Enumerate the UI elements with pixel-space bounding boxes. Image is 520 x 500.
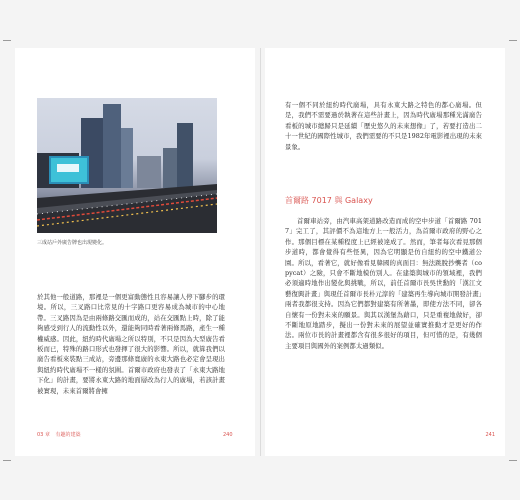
crop-mark: [3, 460, 11, 461]
chapter-title: 有趣的建築: [55, 432, 81, 438]
right-page: [265, 48, 505, 456]
right-paragraph-2: 首爾車站旁，由汽車高架道路改造而成的空中步道「首爾路 7017」完工了，其評價不為這地方上一般活力，為首爾市政府的野心之作。那個目標在某種程度上已經被達成了。然而，筆者每次看見那個步道時，都會覺得有些怪異，因為它明顯是仿自紐約的空中鐵道公園。所以，看著它，就好像看見韓國的真面目：無法跳脫抄襲者（copycat）之險，只會不斷地模仿別人。在建築與城市的領域裡，我們必須適時地作出變化與挑戰，所以，前任首爾市長吳世勳的「漢江文藝復興計畫」與現任首爾市長朴元淳的「建築再生導向城市開發計畫」兩者我都很支持。因為它們都對建築有所著墨，即使方法不同，卻各自懷有一份對未來的願景。與其以漢堡為藉口，只是重複地做好，卻不斷地原地踏步，擬出一份對未來的展望並確實推動才是更好的作法。兩位市長的計畫裡都含有很多很好的項目，但可惜的是，有幾個主要項目與國外的案例都太過類似。: [285, 217, 482, 350]
page-number-left: 240: [223, 432, 233, 438]
book-spine: [260, 48, 261, 456]
chapter-number: 03 章: [37, 432, 50, 438]
left-body-paragraph: 於其他一般道路，那裡是一個更富動態性且容易讓人停下腳步的環境。所以，三叉路口比常見的十字路口更容易成為城市的中心地帶。三叉路因為是由兩條路交匯而成的，站在交匯點上時，除了能夠感受到行人的流動性以外，還能夠同時看著兩條馬路，產生一種權威感。因此，紐約時代廣場之所以特別，不只是因為大型廣告看板而已，特殊的路口形式也發揮了很大的影響。所以，就算我們以廣告看板來裝點三成站，旁邊那條寬廣的永東大路也必定會呈現出與紐約時代廣場不一樣的氛圍。首爾市政府也發表了「永東大路地下化」的計畫，要將永東大路的地面層改為行人的廣場，若該計畫被實現，未來首爾將會擁: [37, 293, 225, 395]
section-heading: 首爾路 7017 與 Galaxy: [285, 196, 373, 205]
crop-mark: [3, 40, 11, 41]
right-paragraph-1: 有一個不同於紐約時代廣場，具有永東大路之特色的都心廣場。但是，我們不需要過於執著在這些計畫上，因為時代廣場那種光滿廣告看板的城市總歸只是延續「歷史悠久的未來想像」了，若要打造出二十一世紀的國際性城市，我們需要的不只是1982年電影裡出現的未來景象。: [285, 101, 482, 151]
crop-mark: [509, 460, 517, 461]
photo-caption: 三成站戶外廣告牌也出現變化。: [37, 240, 108, 246]
left-page: [15, 48, 255, 456]
crop-mark: [509, 40, 517, 41]
footer-chapter: [37, 431, 81, 438]
city-street-photo: [37, 98, 217, 233]
page-number-right: 241: [485, 432, 495, 438]
